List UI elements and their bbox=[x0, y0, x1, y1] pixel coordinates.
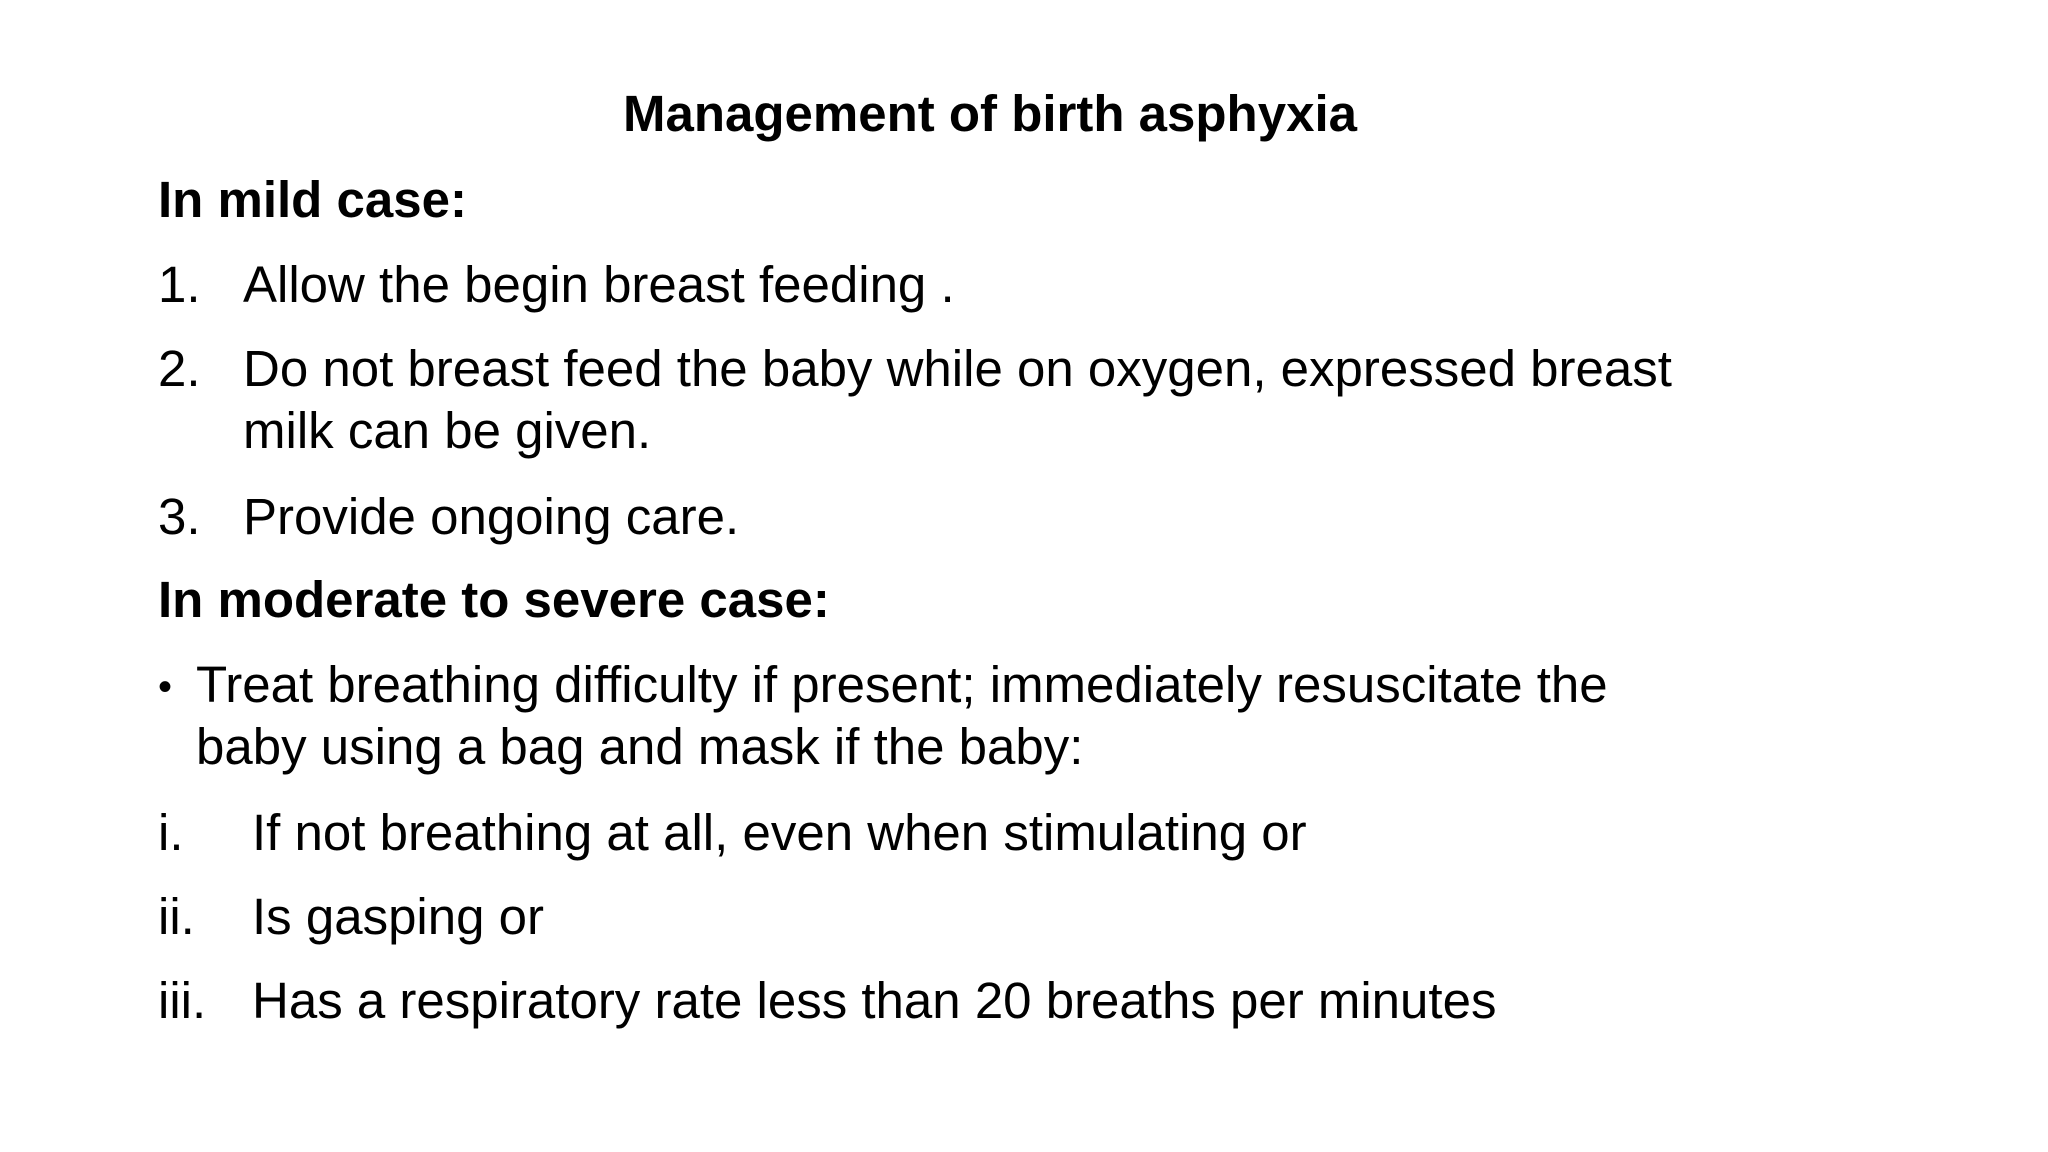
list-item-text: If not breathing at all, even when stimulating or bbox=[252, 804, 1307, 861]
bullet-text-line-1: Treat breathing difficulty if present; immediately resuscitate the bbox=[196, 656, 1608, 713]
list-numeral: ii. bbox=[158, 888, 195, 945]
severe-bullet-item bbox=[158, 654, 1608, 778]
bullet-icon: • bbox=[158, 665, 173, 709]
list-item-text-line-1: Do not breast feed the baby while on oxygen, expressed breast bbox=[243, 340, 1672, 397]
list-numeral: i. bbox=[158, 804, 184, 861]
list-number: 1. bbox=[158, 256, 201, 313]
mild-list-item-2 bbox=[158, 338, 1672, 462]
mild-list-item-3 bbox=[158, 486, 739, 548]
mild-case-heading: In mild case: bbox=[158, 171, 467, 228]
severe-list-item-i bbox=[158, 802, 1307, 864]
severe-list-item-ii bbox=[158, 886, 544, 948]
list-numeral: iii. bbox=[158, 972, 207, 1029]
slide-title: Management of birth asphyxia bbox=[623, 85, 1357, 142]
list-item-text: Has a respiratory rate less than 20 breaths per minutes bbox=[252, 972, 1497, 1029]
list-number: 3. bbox=[158, 488, 201, 545]
list-number: 2. bbox=[158, 340, 201, 397]
severe-list-item-iii bbox=[158, 970, 1496, 1032]
bullet-text-line-2: baby using a bag and mask if the baby: bbox=[196, 718, 1084, 775]
mild-list-item-1 bbox=[158, 254, 955, 316]
list-item-text: Is gasping or bbox=[252, 888, 545, 945]
severe-case-heading: In moderate to severe case: bbox=[158, 571, 830, 628]
list-item-text: Allow the begin breast feeding . bbox=[243, 256, 955, 313]
list-item-text: Provide ongoing care. bbox=[243, 488, 740, 545]
list-item-text-line-2: milk can be given. bbox=[243, 402, 652, 459]
